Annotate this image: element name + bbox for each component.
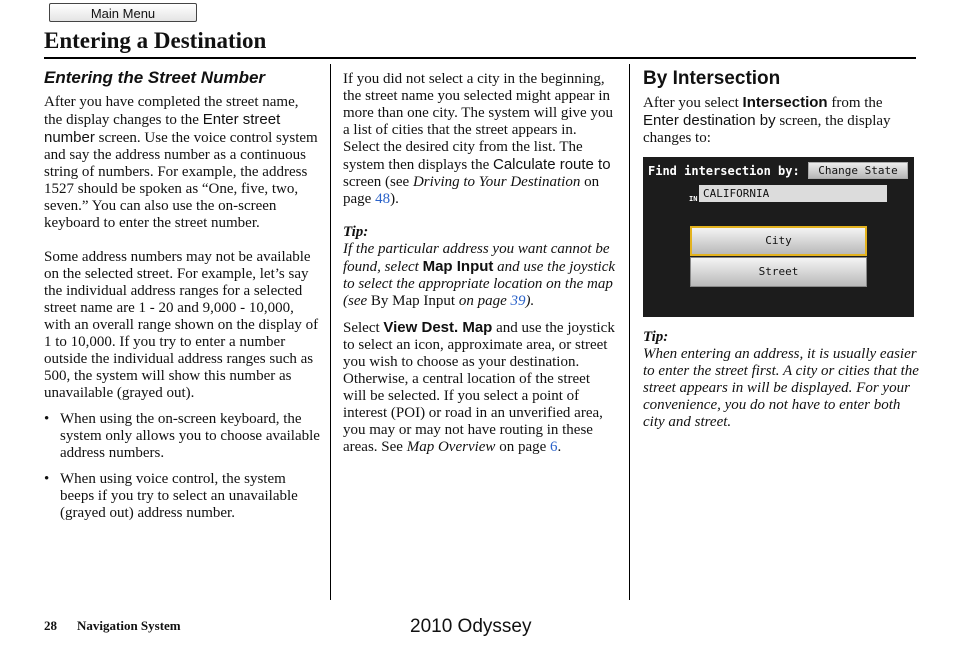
city-button[interactable]: City — [690, 226, 867, 256]
tip-title: Tip: — [643, 329, 669, 345]
text: After you select — [643, 95, 743, 111]
state-field: CALIFORNIA — [699, 185, 887, 202]
street-number-paragraph — [44, 94, 320, 232]
text: on page — [495, 439, 551, 455]
street-button[interactable]: Street — [690, 257, 867, 287]
column-street-number — [44, 68, 320, 522]
column-intersection — [643, 68, 920, 431]
page-link-6[interactable]: 6 — [550, 439, 558, 455]
intersection-paragraph — [643, 94, 920, 147]
text: screen, the display changes to: — [643, 113, 891, 146]
bullet-item — [44, 411, 320, 462]
street-number-subheading: Entering the Street Number — [44, 68, 266, 87]
find-intersection-label: Find intersection by: — [648, 164, 800, 178]
text: screen (see — [343, 174, 413, 190]
nav-screen-screenshot — [643, 157, 914, 317]
text: ). — [390, 191, 399, 207]
map-overview-ref: Map Overview — [406, 439, 496, 455]
text: on page — [343, 174, 600, 207]
text: on page — [455, 293, 511, 309]
intersection-heading: By Intersection — [643, 68, 781, 89]
bullet-dot: • — [44, 471, 50, 487]
calculate-route-label: Calculate route to — [493, 156, 611, 173]
tip-paragraph: When entering an address, it is usually easier to enter the street first. A city or cities that the street appears in will be displayed. For your convenience, you do not have to enter both city and street. — [643, 346, 919, 430]
column-city-selection — [343, 71, 616, 456]
city-paragraph — [343, 71, 616, 208]
view-dest-paragraph — [343, 319, 616, 456]
bullet-text: When using the on-screen keyboard, the system only allows you to choose available address numbers. — [60, 411, 320, 461]
text: If you did not select a city in the beginning, the street name you selected might appear in more than one city. The system will give you a list of cities that the street appears in. Select the desired city from the list. The system then displays the — [343, 71, 613, 173]
view-dest-map-label: View Dest. Map — [383, 319, 493, 336]
page-title: Entering a Destination — [44, 28, 267, 53]
tip-paragraph — [343, 241, 616, 310]
address-range-paragraph: Some address numbers may not be available on the selected street. For example, let’s say the individual address ranges for a selected street name are 1 - 20 and 9,000 - 10,000, with an overall range shown on the display of 1 to 10,000. If you try to enter a number outside the individual address ranges such as 500, the system will show this number as unavailable (grayed out). — [44, 249, 319, 401]
enter-street-number-label: Enter street number — [44, 111, 281, 146]
page-number: 28 — [44, 618, 57, 633]
text: . — [557, 439, 562, 455]
column-divider-1 — [330, 64, 331, 600]
text: from the — [827, 95, 883, 111]
map-input-label: Map Input — [422, 258, 494, 275]
in-label: IN — [689, 195, 698, 203]
text: screen. Use the voice control system and say the address number as a continuous string of numbers. For example, the address 1527 should be spoken as “One, five, two, seven.” You can also use the on-screen keyboard to enter the street number. — [44, 130, 318, 231]
text: and use the joystick to select the appropriate location on the map (see — [343, 259, 616, 309]
footer-book-title: Navigation System — [77, 618, 181, 633]
main-menu-button[interactable]: Main Menu — [49, 3, 197, 22]
text: ). — [525, 293, 535, 309]
title-divider — [44, 57, 916, 59]
text: Select — [343, 320, 384, 336]
driving-ref: Driving to Your Destination — [412, 174, 581, 190]
bullet-item — [44, 471, 320, 522]
change-state-button[interactable]: Change State — [808, 162, 908, 179]
text: If the particular address you want cannot be found, select — [343, 241, 610, 275]
text: and use the joystick to select an icon, approximate area, or street you wish to choose as your destination. Otherwise, a central location of the street will be selected. If you select a point of interest (POI) or road in an unverified area, you may or may not have routing in these areas. See — [343, 320, 615, 455]
page-link-39[interactable]: 39 — [510, 293, 526, 309]
column-divider-2 — [629, 64, 630, 600]
page-link-48[interactable]: 48 — [375, 191, 391, 207]
watermark: 2010 Odyssey — [410, 616, 532, 637]
bullet-text: When using voice control, the system beeps if you try to select an unavailable (grayed out) address number. — [60, 471, 298, 521]
by-map-input-ref: By Map Input — [370, 293, 456, 309]
intersection-label: Intersection — [742, 94, 828, 111]
tip-title: Tip: — [343, 224, 369, 240]
text: After you have completed the street name, the display changes to the — [44, 94, 299, 128]
bullet-dot: • — [44, 411, 50, 427]
enter-destination-by-label: Enter destination by — [643, 112, 776, 129]
